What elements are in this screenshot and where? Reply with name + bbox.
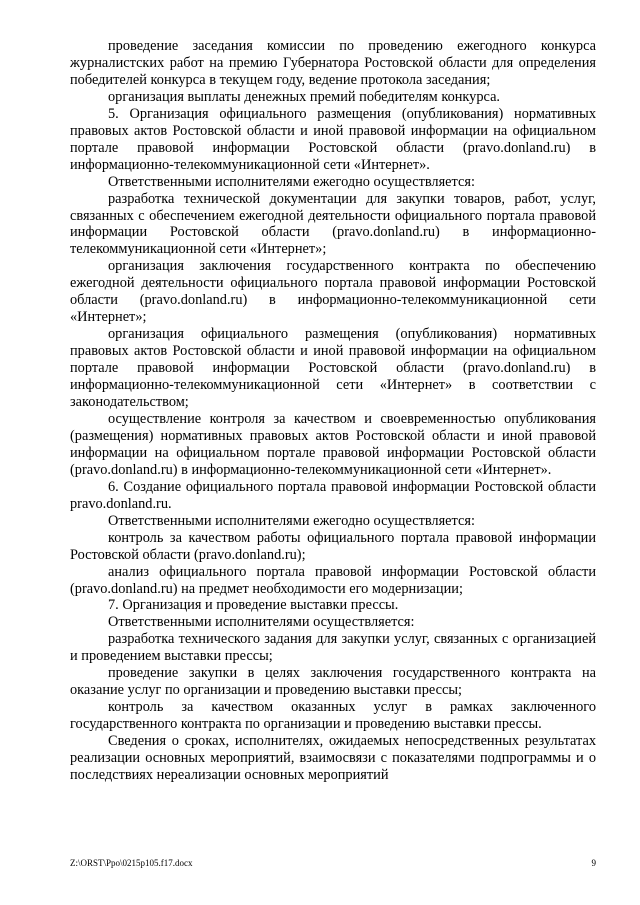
paragraph: организация официального размещения (опубликования) нормативных правовых актов Ростовской области и иной правовой информации на официальном портале правовой информации Ростовской области (pravo.donland.ru) в информационно-телекоммуникационной сети «Интернет» в соответствии с законодательством;: [70, 326, 596, 411]
section-heading-6: 6. Создание официального портала правовой информации Ростовской области pravo.donland.ru.: [70, 478, 596, 512]
paragraph: анализ официального портала правовой информации Ростовской области (pravo.donland.ru) на предмет необходимости его модернизации;: [70, 563, 596, 597]
paragraph: организация выплаты денежных премий победителям конкурса.: [108, 88, 501, 105]
paragraph: проведение закупки в целях заключения государственного контракта на оказание услуг по организации и проведению выставки прессы;: [70, 665, 596, 699]
paragraph: проведение заседания комиссии по проведению ежегодного конкурса журналистских работ на премию Губернатора Ростовской области для определения победителей конкурса в текущем году, ведение протокола заседания;: [70, 38, 596, 88]
paragraph: Ответственными исполнителями осуществляется:: [108, 614, 415, 631]
paragraph: контроль за качеством работы официального портала правовой информации Ростовской области (pravo.donland.ru);: [70, 529, 596, 563]
section-heading-7: 7. Организация и проведение выставки прессы.: [108, 597, 399, 614]
page-number: 9: [591, 858, 596, 868]
section-heading-5: 5. Организация официального размещения (опубликования) нормативных правовых актов Ростовской области и иной правовой информации на официальном портале правовой информации Ростовской области (pravo.donland.ru) в информационно-телекоммуникационной сети «Интернет».: [70, 105, 596, 173]
paragraph: Сведения о сроках, исполнителях, ожидаемых непосредственных результатах реализации основных мероприятий, взаимосвязи с показателями подпрограммы и о последствиях нереализации основных мероприятий: [70, 733, 596, 783]
paragraph: Ответственными исполнителями ежегодно осуществляется:: [108, 512, 475, 529]
paragraph: осуществление контроля за качеством и своевременностью опубликования (размещения) нормативных правовых актов Ростовской области и иной правовой информации на официальном портале правовой информации Ростовской области (pravo.donland.ru) в информационно-телекоммуникационной сети «Интернет».: [70, 410, 596, 478]
paragraph: организация заключения государственного контракта по обеспечению ежегодной деятельности официального портала правовой информации Ростовской области (pravo.donland.ru) в информационно-телекоммуникационной сети «Интернет»;: [70, 258, 596, 326]
paragraph: разработка технической документации для закупки товаров, работ, услуг, связанных с обеспечением ежегодной деятельности официального портала правовой информации Ростовской области (pravo.donland.ru) в информационно-телекоммуникационной сети «Интернет»;: [70, 190, 596, 258]
paragraph: разработка технического задания для закупки услуг, связанных с организацией и проведением выставки прессы;: [70, 631, 596, 665]
footer-file-path: Z:\ORST\Ppo\0215p105.f17.docx: [70, 858, 193, 868]
paragraph: контроль за качеством оказанных услуг в рамках заключенного государственного контракта по организации и проведению выставки прессы.: [70, 699, 596, 733]
paragraph: Ответственными исполнителями ежегодно осуществляется:: [108, 173, 475, 190]
document-body: [70, 38, 596, 784]
